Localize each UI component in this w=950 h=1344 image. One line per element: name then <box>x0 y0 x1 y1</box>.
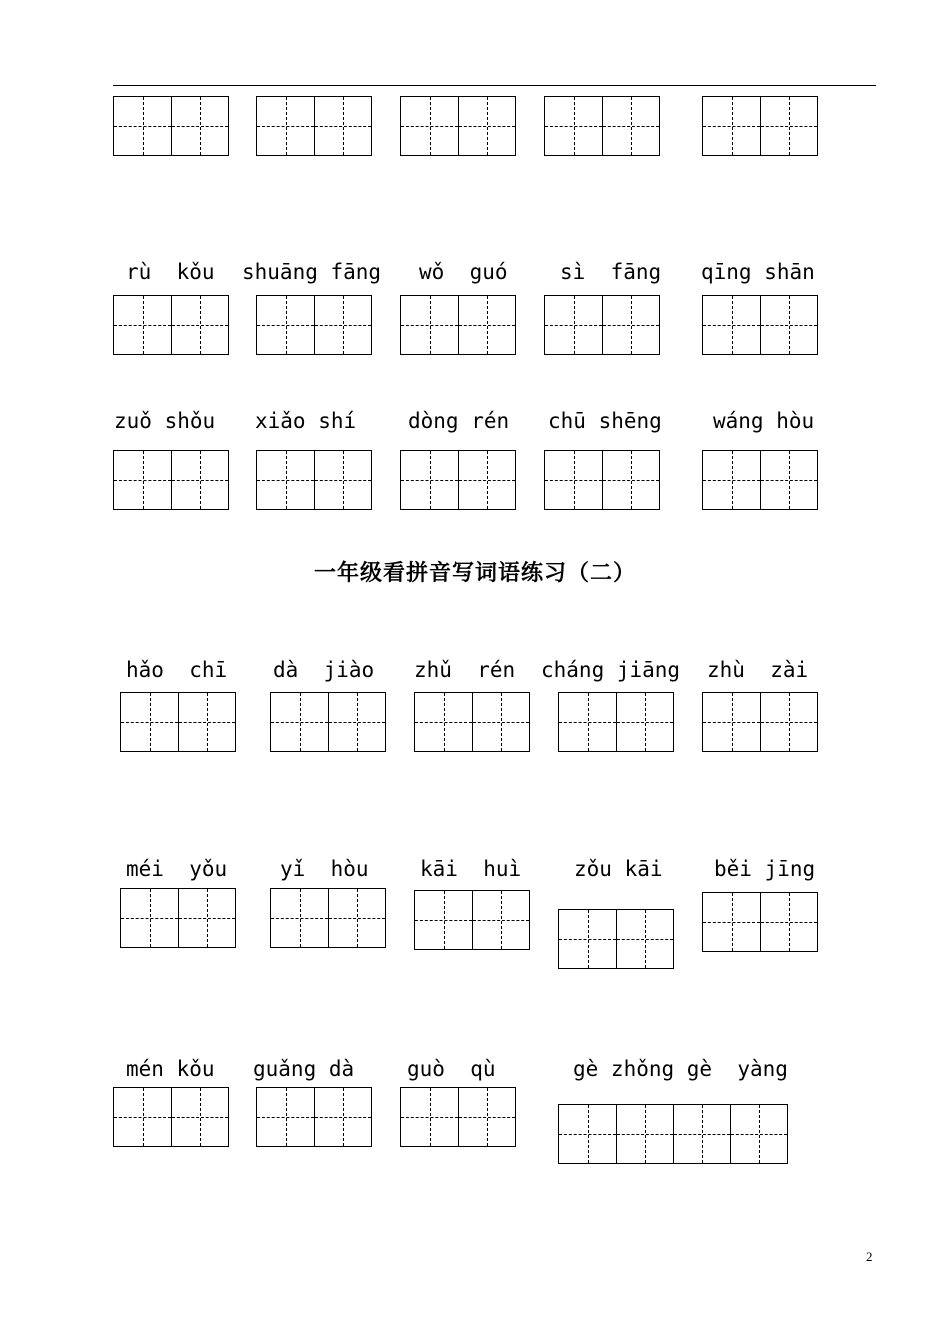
writing-grid[interactable] <box>120 692 236 752</box>
writing-grid[interactable] <box>120 888 236 948</box>
pinyin-label: guò qù <box>407 1057 496 1081</box>
writing-grid[interactable] <box>256 1087 372 1147</box>
writing-grid-four[interactable] <box>558 1104 788 1164</box>
pinyin-label: yǐ hòu <box>280 857 369 881</box>
writing-grid[interactable] <box>702 450 818 510</box>
writing-grid[interactable] <box>256 96 372 156</box>
pinyin-label: mén kǒu <box>126 1057 215 1081</box>
pinyin-label: zhù zài <box>707 658 809 682</box>
writing-grid[interactable] <box>400 1087 516 1147</box>
writing-grid[interactable] <box>414 890 530 950</box>
pinyin-label: gè zhǒng gè yàng <box>573 1057 788 1081</box>
pinyin-label: wáng hòu <box>713 409 815 433</box>
pinyin-label: shuāng fāng <box>242 260 382 284</box>
pinyin-label: qīng shān <box>701 260 815 284</box>
pinyin-label: guǎng dà <box>253 1057 355 1081</box>
writing-grid[interactable] <box>113 96 229 156</box>
pinyin-label: xiǎo shí <box>255 409 357 433</box>
writing-grid[interactable] <box>702 295 818 355</box>
writing-grid[interactable] <box>414 692 530 752</box>
writing-grid[interactable] <box>702 692 818 752</box>
pinyin-label: zuǒ shǒu <box>114 409 216 433</box>
pinyin-label: zhǔ rén <box>414 658 516 682</box>
pinyin-label: zǒu kāi <box>574 857 663 881</box>
writing-grid[interactable] <box>400 295 516 355</box>
writing-grid[interactable] <box>270 888 386 948</box>
pinyin-label: dà jiào <box>273 658 375 682</box>
section-title: 一年级看拼音写词语练习（二） <box>313 561 636 586</box>
writing-grid[interactable] <box>702 96 818 156</box>
page-number: 2 <box>866 1249 873 1264</box>
writing-grid[interactable] <box>558 692 674 752</box>
writing-grid[interactable] <box>270 692 386 752</box>
writing-grid[interactable] <box>544 96 660 156</box>
pinyin-label: rù kǒu <box>126 260 215 284</box>
writing-grid[interactable] <box>400 450 516 510</box>
writing-grid[interactable] <box>113 1087 229 1147</box>
pinyin-label: wǒ guó <box>419 260 508 284</box>
writing-grid[interactable] <box>544 295 660 355</box>
writing-grid[interactable] <box>558 909 674 969</box>
pinyin-label: sì fāng <box>560 260 662 284</box>
writing-grid[interactable] <box>256 295 372 355</box>
writing-grid[interactable] <box>113 450 229 510</box>
pinyin-label: kāi huì <box>420 857 522 881</box>
pinyin-label: běi jīng <box>714 857 816 881</box>
pinyin-label: hǎo chī <box>126 658 228 682</box>
pinyin-label: méi yǒu <box>126 857 228 881</box>
writing-grid[interactable] <box>256 450 372 510</box>
writing-grid[interactable] <box>113 295 229 355</box>
pinyin-label: chū shēng <box>548 409 662 433</box>
writing-grid[interactable] <box>702 892 818 952</box>
writing-grid[interactable] <box>400 96 516 156</box>
writing-grid[interactable] <box>544 450 660 510</box>
pinyin-label: cháng jiāng <box>541 658 681 682</box>
top-rule <box>113 85 876 86</box>
pinyin-label: dòng rén <box>408 409 510 433</box>
